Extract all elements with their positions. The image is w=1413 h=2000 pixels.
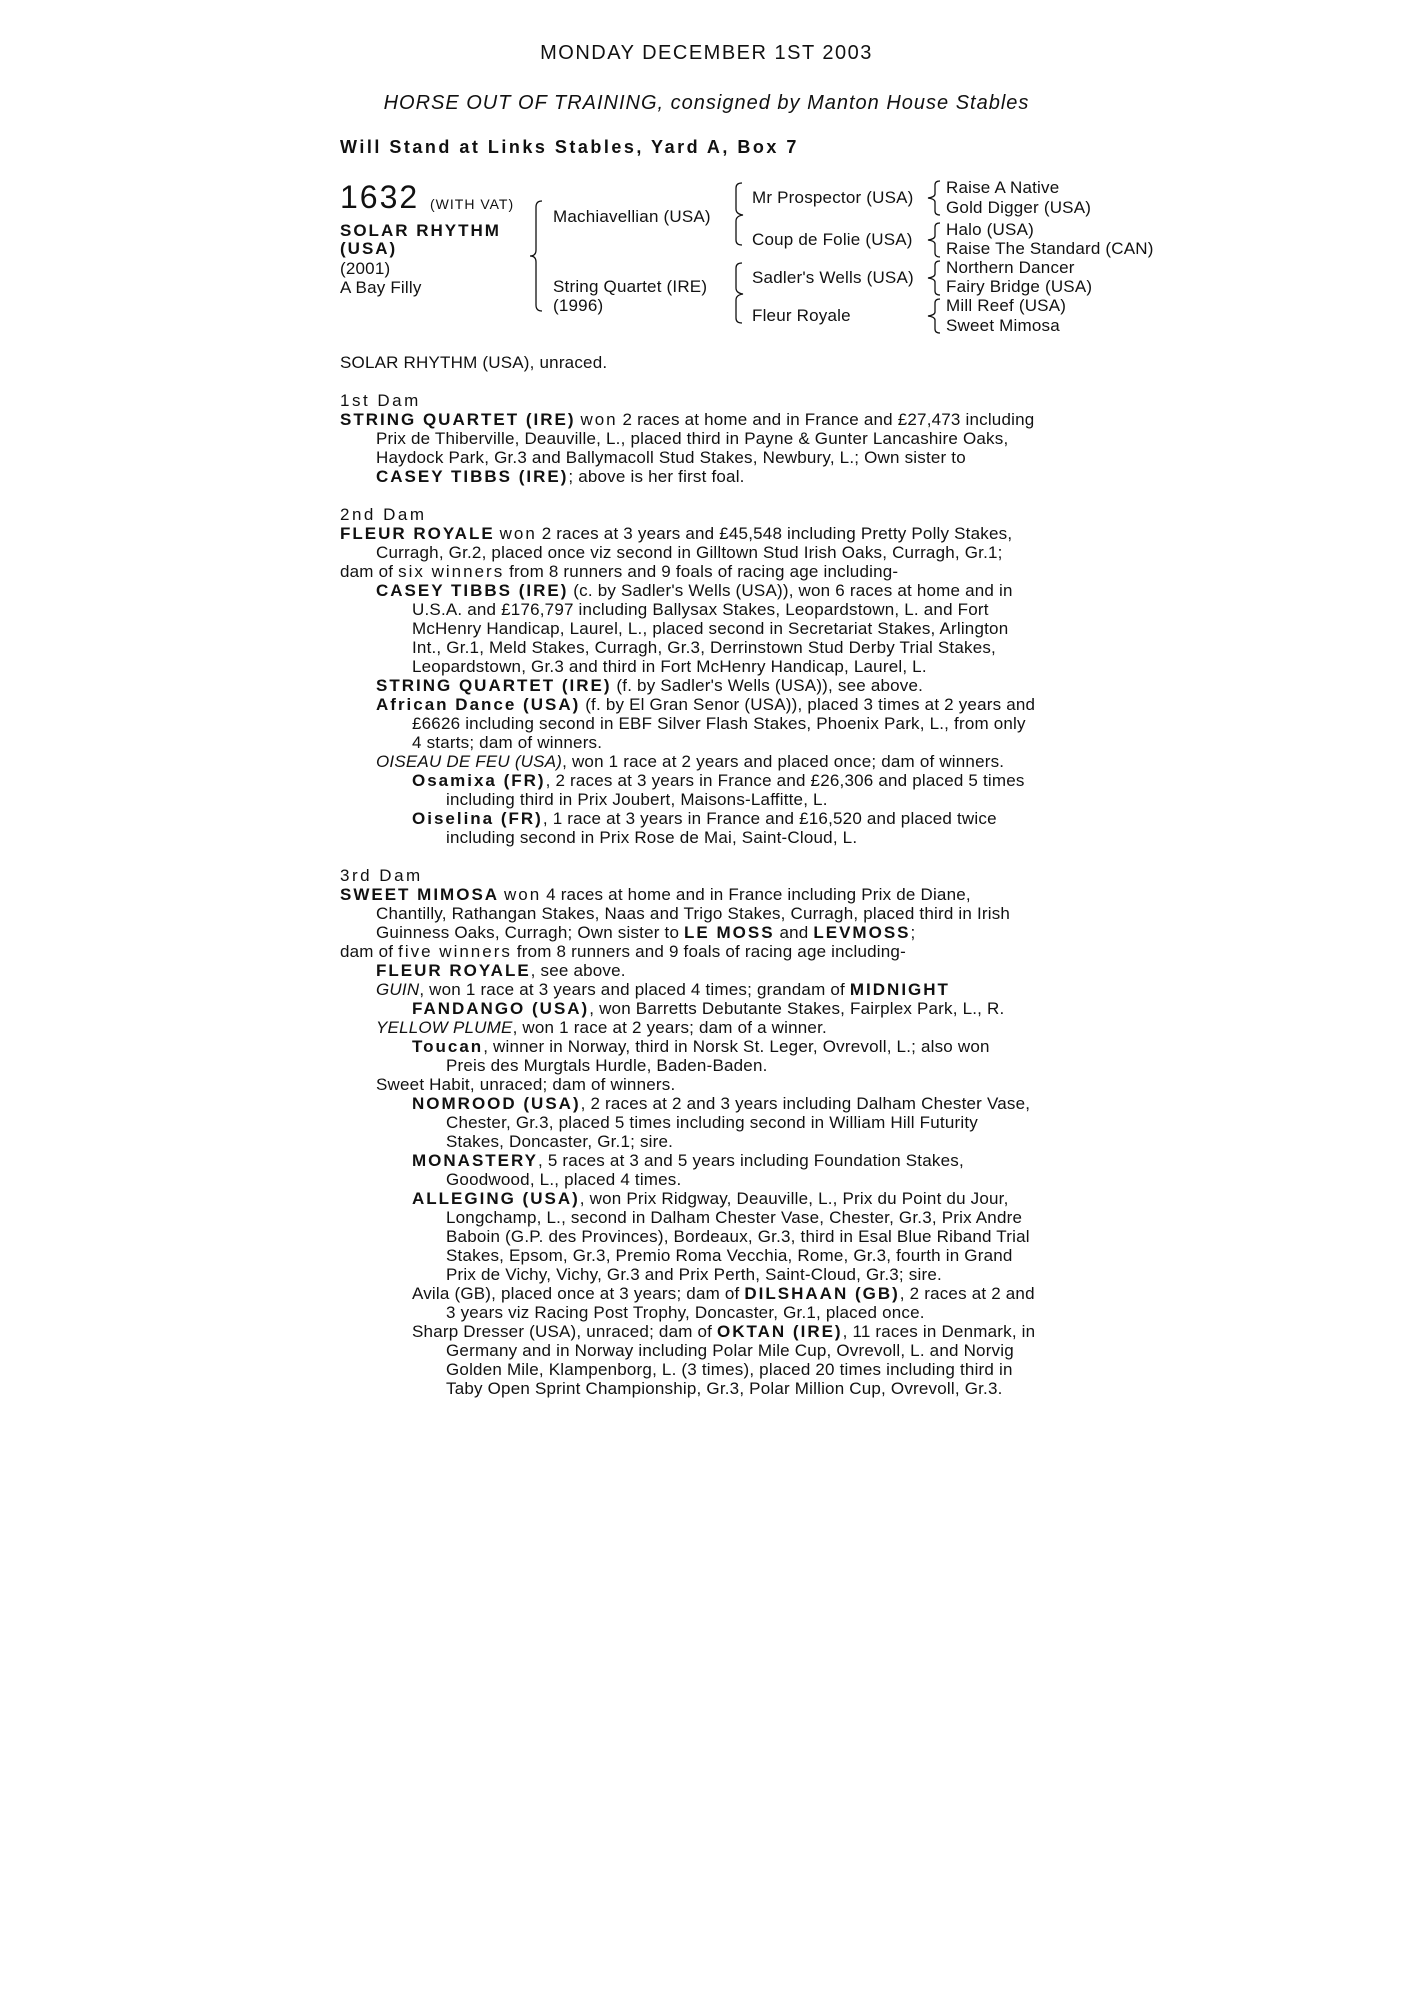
pedigree-dam: String Quartet (IRE) (553, 277, 708, 296)
toucan-line-1: Toucan, winner in Norway, third in Norsk St. Leger, Ovrevoll, L.; also won (412, 1037, 990, 1056)
pedigree-sire-dam: Coup de Folie (USA) (752, 230, 913, 249)
guin-line-1: GUIN, won 1 race at 3 years and placed 4 times; grandam of MIDNIGHT (376, 980, 950, 999)
pedigree-dam-sire: Sadler's Wells (USA) (752, 268, 914, 287)
nomrood-line-2: Chester, Gr.3, placed 5 times including second in William Hill Futurity (446, 1113, 978, 1132)
sale-date: MONDAY DECEMBER 1ST 2003 (540, 42, 873, 64)
first-dam-line-2: Prix de Thiberville, Deauville, L., placed third in Payne & Gunter Lancashire Oaks, (376, 429, 1009, 448)
alleging-line-2: Longchamp, L., second in Dalham Chester Vase, Chester, Gr.3, Prix Andre (446, 1208, 1023, 1227)
pedigree-gen3-7: Mill Reef (USA) (946, 296, 1067, 315)
monastery-line-1: MONASTERY, 5 races at 3 and 5 years including Foundation Stakes, (412, 1151, 964, 1170)
pedigree-sire: Machiavellian (USA) (553, 207, 711, 226)
pedigree-brace-sire (729, 182, 747, 246)
first-dam-heading: 1st Dam (340, 391, 421, 410)
lot-number: 1632 (340, 179, 420, 215)
casey-tibbs-line-5: Leopardstown, Gr.3 and third in Fort McHenry Handicap, Laurel, L. (412, 657, 927, 676)
nomrood-line-1: NOMROOD (USA), 2 races at 2 and 3 years including Dalham Chester Vase, (412, 1094, 1031, 1113)
pedigree-gen3-6: Fairy Bridge (USA) (946, 277, 1093, 296)
pedigree-dam-year: (1996) (553, 296, 604, 315)
third-dam-heading: 3rd Dam (340, 866, 423, 885)
second-dam-line-2: Curragh, Gr.2, placed once viz second in Gilltown Stud Irish Oaks, Curragh, Gr.1; (376, 543, 1003, 562)
pedigree-gen3-1: Raise A Native (946, 178, 1060, 197)
first-dam-line-4: CASEY TIBBS (IRE); above is her first foal. (376, 467, 745, 486)
pedigree-sire-sire: Mr Prospector (USA) (752, 188, 914, 207)
guin-line-2: FANDANGO (USA), won Barretts Debutante Stakes, Fairplex Park, L., R. (412, 999, 1005, 1018)
alleging-line-1: ALLEGING (USA), won Prix Ridgway, Deauville, L., Prix du Point du Jour, (412, 1189, 1009, 1208)
sharp-dresser-line-4: Taby Open Sprint Championship, Gr.3, Polar Million Cup, Ovrevoll, Gr.3. (446, 1379, 1003, 1398)
pedigree-brace-sd (926, 222, 944, 258)
african-dance-line-2: £6626 including second in EBF Silver Flash Stakes, Phoenix Park, L., from only (412, 714, 1026, 733)
pedigree-gen3-5: Northern Dancer (946, 258, 1075, 277)
pedigree-dam-dam: Fleur Royale (752, 306, 851, 325)
casey-tibbs-line-4: Int., Gr.1, Meld Stakes, Curragh, Gr.3, Derrinstown Stud Derby Trial Stakes, (412, 638, 996, 657)
sharp-dresser-line-2: Germany and in Norway including Polar Mile Cup, Ovrevoll, L. and Norvig (446, 1341, 1014, 1360)
pedigree-brace-dd (926, 298, 944, 334)
third-dam-line-3: Guinness Oaks, Curragh; Own sister to LE MOSS and LEVMOSS; (376, 923, 916, 942)
second-dam-heading: 2nd Dam (340, 505, 427, 524)
casey-tibbs-line-2: U.S.A. and £176,797 including Ballysax Stakes, Leopardstown, L. and Fort (412, 600, 989, 619)
monastery-line-2: Goodwood, L., placed 4 times. (446, 1170, 682, 1189)
oiseau-de-feu-line: OISEAU DE FEU (USA), won 1 race at 2 years and placed once; dam of winners. (376, 752, 1005, 771)
african-dance-line-3: 4 starts; dam of winners. (412, 733, 603, 752)
race-summary: SOLAR RHYTHM (USA), unraced. (340, 353, 608, 372)
sweet-habit-line: Sweet Habit, unraced; dam of winners. (376, 1075, 676, 1094)
first-dam-line-3: Haydock Park, Gr.3 and Ballymacoll Stud Stakes, Newbury, L.; Own sister to (376, 448, 966, 467)
stabling-location: Will Stand at Links Stables, Yard A, Box 7 (340, 137, 799, 157)
first-dam-line-1: STRING QUARTET (IRE) won 2 races at home and in France and £27,473 including (340, 410, 1035, 429)
avila-line-2: 3 years viz Racing Post Trophy, Doncaster, Gr.1, placed once. (446, 1303, 925, 1322)
alleging-line-3: Baboin (G.P. des Provinces), Bordeaux, Gr.3, third in Esal Blue Riband Trial (446, 1227, 1030, 1246)
pedigree-brace-ss (926, 180, 944, 216)
sharp-dresser-line-1: Sharp Dresser (USA), unraced; dam of OKTAN (IRE), 11 races in Denmark, in (412, 1322, 1036, 1341)
osamixa-line-1: Osamixa (FR), 2 races at 3 years in France and £26,306 and placed 5 times (412, 771, 1025, 790)
third-dam-line-2: Chantilly, Rathangan Stakes, Naas and Trigo Stakes, Curragh, placed third in Irish (376, 904, 1011, 923)
horse-description: A Bay Filly (340, 278, 422, 297)
horse-name-country: (USA) (340, 239, 398, 258)
pedigree-brace-ds (926, 260, 944, 296)
casey-tibbs-line-3: McHenry Handicap, Laurel, L., placed second in Secretariat Stakes, Arlington (412, 619, 1009, 638)
third-dam-line-1: SWEET MIMOSA won 4 races at home and in France including Prix de Diane, (340, 885, 971, 904)
sharp-dresser-line-3: Golden Mile, Klampenborg, L. (3 times), placed 20 times including third in (446, 1360, 1013, 1379)
alleging-line-5: Prix de Vichy, Vichy, Gr.3 and Prix Perth, Saint-Cloud, Gr.3; sire. (446, 1265, 942, 1284)
yellow-plume-line: YELLOW PLUME, won 1 race at 2 years; dam of a winner. (376, 1018, 827, 1037)
pedigree-gen3-8: Sweet Mimosa (946, 316, 1060, 335)
pedigree-gen3-2: Gold Digger (USA) (946, 198, 1092, 217)
pedigree-brace-gen1 (528, 200, 548, 312)
horse-year: (2001) (340, 259, 391, 278)
first-dam-section (340, 391, 1370, 486)
african-dance-line-1: African Dance (USA) (f. by El Gran Senor (USA)), placed 3 times at 2 years and (376, 695, 1036, 714)
nomrood-line-3: Stakes, Doncaster, Gr.1; sire. (446, 1132, 674, 1151)
vat-note: (WITH VAT) (430, 196, 515, 212)
horse-name: SOLAR RHYTHM (340, 221, 501, 240)
pedigree-gen3-4: Raise The Standard (CAN) (946, 239, 1154, 258)
casey-tibbs-line-1: CASEY TIBBS (IRE) (c. by Sadler's Wells (USA)), won 6 races at home and in (376, 581, 1013, 600)
second-dam-line-3: dam of six winners from 8 runners and 9 foals of racing age including- (340, 562, 899, 581)
pedigree-brace-dam (729, 262, 747, 324)
string-quartet-line: STRING QUARTET (IRE) (f. by Sadler's Wells (USA)), see above. (376, 676, 924, 695)
second-dam-line-1: FLEUR ROYALE won 2 races at 3 years and £45,548 including Pretty Polly Stakes, (340, 524, 1013, 543)
oiselina-line-2: including second in Prix Rose de Mai, Saint-Cloud, L. (446, 828, 858, 847)
fleur-royale-line: FLEUR ROYALE, see above. (376, 961, 626, 980)
oiselina-line-1: Oiselina (FR), 1 race at 3 years in France and £16,520 and placed twice (412, 809, 997, 828)
toucan-line-2: Preis des Murgtals Hurdle, Baden-Baden. (446, 1056, 768, 1075)
third-dam-section (340, 866, 1370, 1398)
osamixa-line-2: including third in Prix Joubert, Maisons-Laffitte, L. (446, 790, 828, 809)
alleging-line-4: Stakes, Epsom, Gr.3, Premio Roma Vecchia, Rome, Gr.3, fourth in Grand (446, 1246, 1013, 1265)
avila-line-1: Avila (GB), placed once at 3 years; dam of DILSHAAN (GB), 2 races at 2 and (412, 1284, 1035, 1303)
pedigree-gen3-3: Halo (USA) (946, 220, 1034, 239)
second-dam-section (340, 505, 1370, 847)
consignment-line: HORSE OUT OF TRAINING, consigned by Manton House Stables (383, 92, 1030, 114)
third-dam-line-4: dam of five winners from 8 runners and 9 foals of racing age including- (340, 942, 906, 961)
